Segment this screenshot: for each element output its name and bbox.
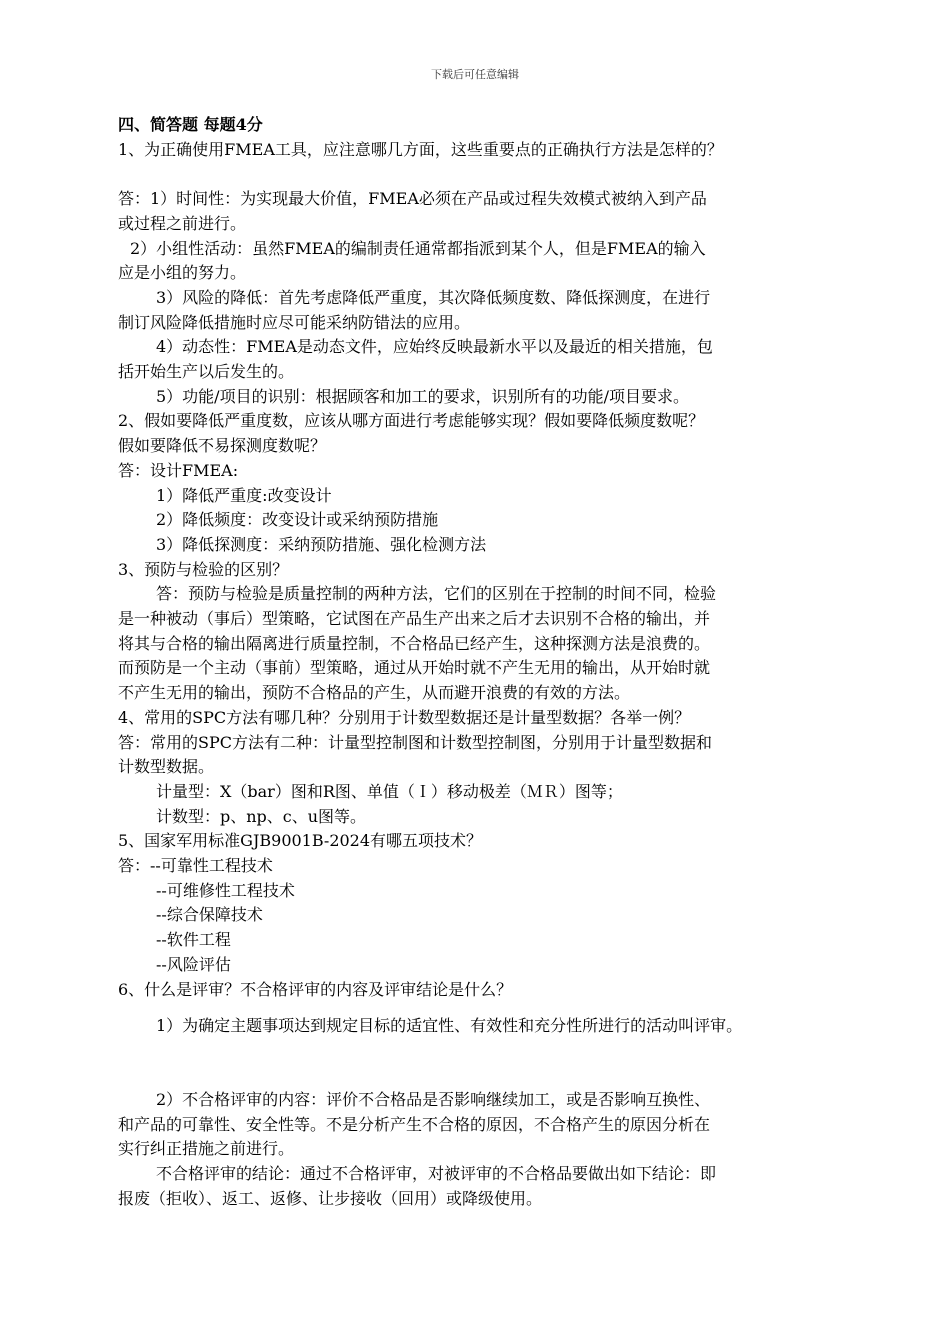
answer-line: 计数型数据。 [118, 757, 215, 777]
spacer [118, 1039, 838, 1088]
document-body [118, 113, 838, 1212]
answer-line: 答：--可靠性工程技术 [118, 856, 273, 876]
answer-line: 或过程之前进行。 [118, 213, 247, 233]
answer-line: 4）动态性：FMEA是动态文件，应始终反映最新水平以及最近的相关措施，包 [156, 337, 713, 357]
page-header: 下载后可任意编辑 [431, 68, 519, 81]
answer-line: 3）降低探测度：采纳预防措施、强化检测方法 [156, 534, 487, 554]
question-3: 3、预防与检验的区别？ [118, 559, 289, 579]
answer-line: 括开始生产以后发生的。 [118, 362, 295, 382]
answer-line: 不产生无用的输出，预防不合格品的产生，从而避开浪费的有效的方法。 [118, 683, 631, 703]
answer-line: 2）不合格评审的内容：评价不合格品是否影响继续加工，或是否影响互换性、 [156, 1090, 711, 1109]
answer-line: 将其与合格的输出隔离进行质量控制，不合格品已经产生，这种探测方法是浪费的。 [118, 633, 711, 653]
spacer [118, 1002, 838, 1014]
answer-line: 2）降低频度：改变设计或采纳预防措施 [156, 510, 439, 530]
answer-line: 计数型：p、np、c、u图等。 [156, 806, 367, 826]
answer-line: 应是小组的努力。 [118, 263, 247, 283]
answer-line: --综合保障技术 [156, 905, 263, 925]
question-2-cont: 假如要降低不易探测度数呢？ [118, 436, 327, 456]
answer-line: 而预防是一个主动（事前）型策略，通过从开始时就不产生无用的输出，从开始时就 [118, 658, 711, 678]
answer-line: 不合格评审的结论：通过不合格评审，对被评审的不合格品要做出如下结论：即 [156, 1164, 717, 1184]
answer-line: 5）功能/项目的识别：根据顾客和加工的要求，识别所有的功能/项目要求。 [156, 386, 689, 406]
answer-line: --软件工程 [156, 930, 231, 950]
section-title: 四、简答题 每题4分 [118, 115, 263, 134]
answer-line: 1）降低严重度:改变设计 [156, 485, 332, 505]
answer-line: 答：常用的SPC方法有二种：计量型控制图和计数型控制图，分别用于计量型数据和 [118, 732, 712, 752]
answer-line: 2）小组性活动：虽然FMEA的编制责任通常都指派到某个人，但是FMEA的输入 [130, 238, 706, 258]
answer-line: 答：预防与检验是质量控制的两种方法，它们的区别在于控制的时间不同，检验 [156, 584, 717, 604]
answer-line: 是一种被动（事后）型策略，它试图在产品生产出来之后才去识别不合格的输出，并 [118, 609, 711, 629]
answer-line: --风险评估 [156, 954, 231, 974]
answer-line: 实行纠正措施之前进行。 [118, 1139, 295, 1159]
question-1: 1、为正确使用FMEA工具，应注意哪几方面，这些重要点的正确执行方法是怎样的？ [118, 139, 723, 159]
answer-line: 答：1）时间性：为实现最大价值，FMEA必须在产品或过程失效模式被纳入到产品 [118, 189, 707, 209]
answer-line: 报废（拒收）、返工、返修、让步接收（回用）或降级使用。 [118, 1188, 543, 1208]
answer-line: 3）风险的降低：首先考虑降低严重度，其次降低频度数、降低探测度，在进行 [156, 287, 711, 307]
question-6: 6、什么是评审？不合格评审的内容及评审结论是什么？ [118, 979, 513, 999]
answer-line: --可维修性工程技术 [156, 880, 295, 900]
question-2: 2、假如要降低严重度数，应该从哪方面进行考虑能够实现？假如要降低频度数呢？ [118, 411, 705, 431]
answer-line: 1）为确定主题事项达到规定目标的适宜性、有效性和充分性所进行的活动叫评审。 [156, 1016, 743, 1036]
question-5: 5、国家军用标准GJB9001B-2024有哪五项技术？ [118, 831, 483, 851]
answer-line: 答：设计FMEA: [118, 460, 239, 480]
answer-line: 制订风险降低措施时应尽可能采纳防错法的应用。 [118, 312, 471, 332]
answer-line: 计量型：X（bar）图和R图、单值（Ｉ）移动极差（ＭＲ）图等； [156, 781, 623, 801]
spacer [118, 162, 838, 187]
question-4: 4、常用的SPC方法有哪几种？分别用于计数型数据还是计量型数据？各举一例？ [118, 707, 691, 727]
answer-line: 和产品的可靠性、安全性等。不是分析产生不合格的原因，不合格产生的原因分析在 [118, 1114, 711, 1134]
